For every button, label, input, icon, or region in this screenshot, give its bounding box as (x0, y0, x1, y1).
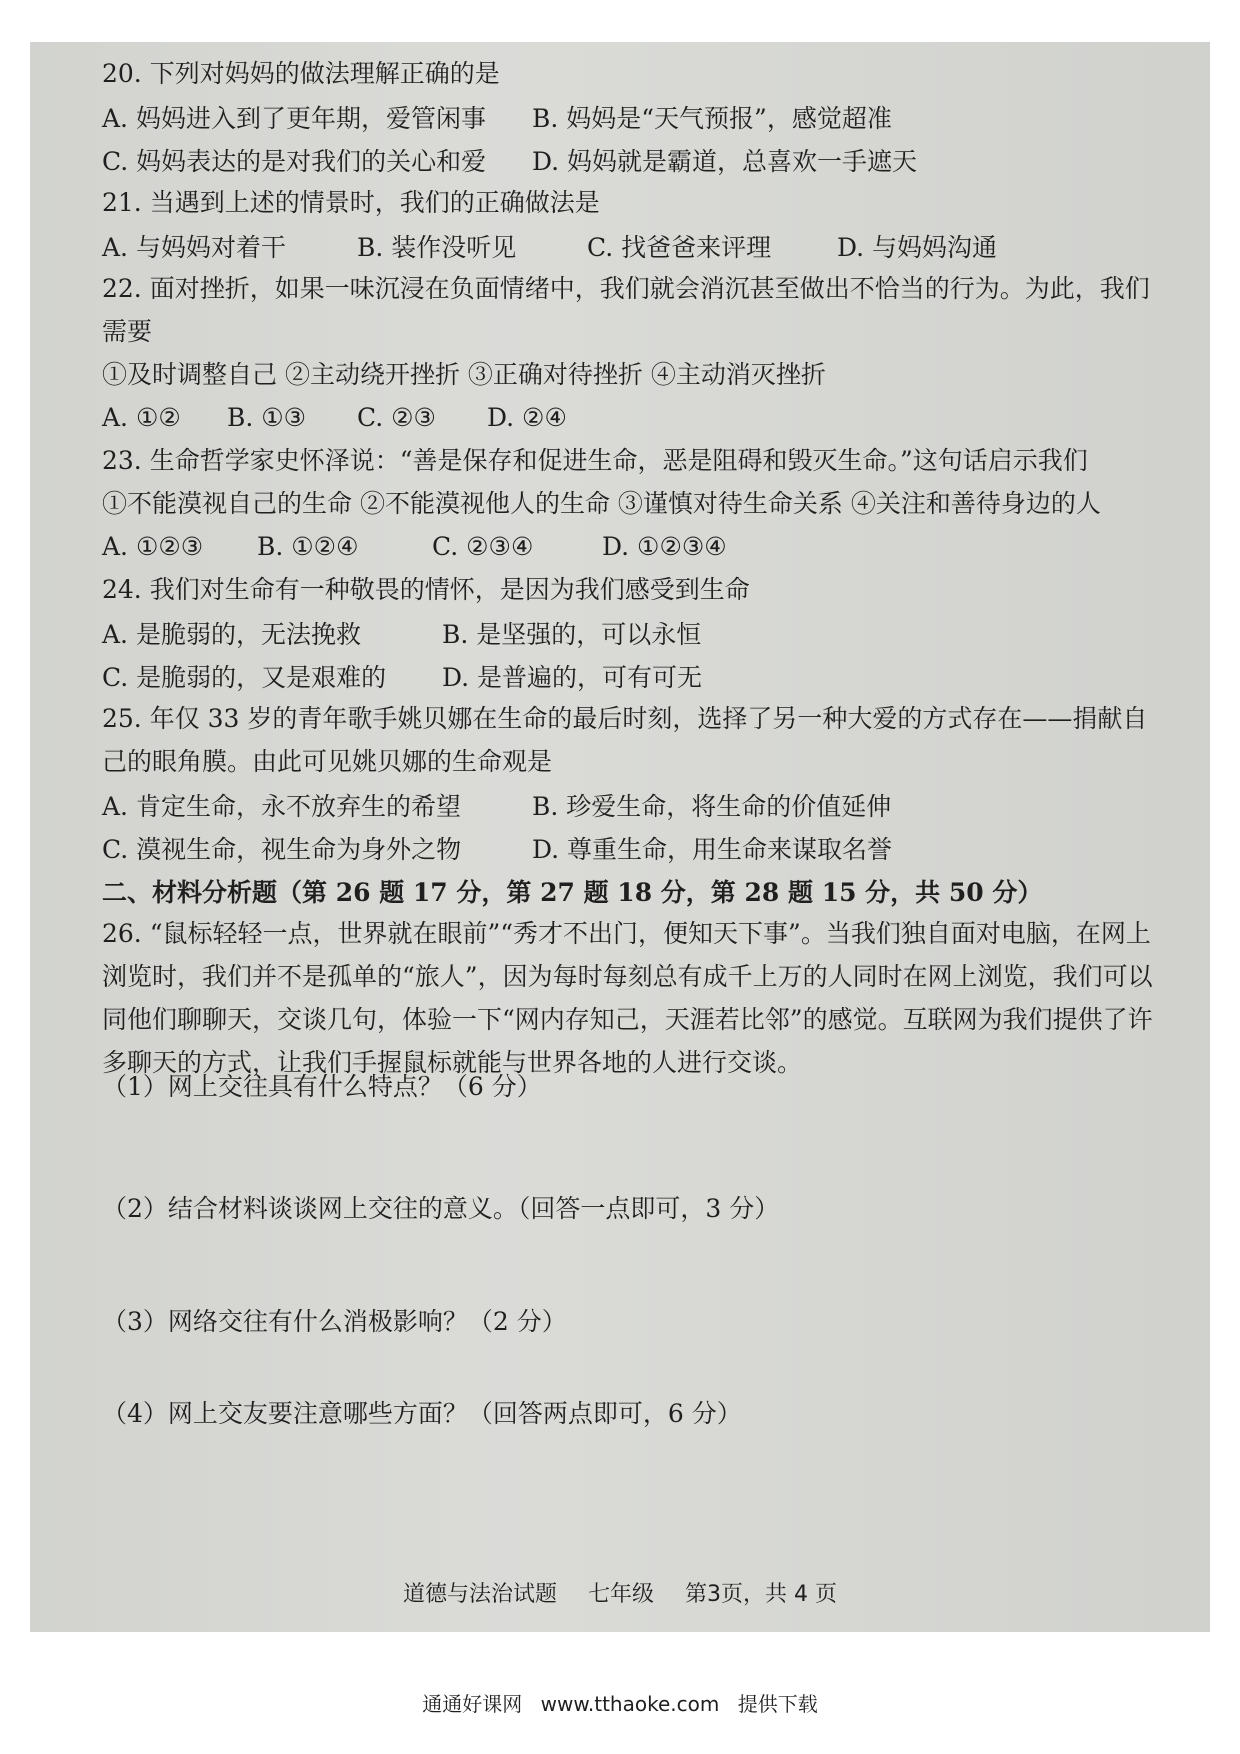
credit-note: 提供下载 (737, 1692, 818, 1716)
q22-option-c: C. ②③ (357, 403, 436, 432)
q20-option-b: B. 妈妈是“天气预报”，感觉超准 (532, 103, 892, 133)
q21-option-c: C. 找爸爸来评理 (587, 232, 772, 262)
q22-option-d: D. ②④ (487, 403, 567, 432)
footer-page-number: 第3页，共 4 页 (685, 1582, 837, 1607)
scanned-exam-page (30, 42, 1210, 1632)
question-24-options-row-2 (102, 654, 1162, 697)
question-25-stem: 25. 年仅 33 岁的青年歌手姚贝娜在生命的最后时刻，选择了另一种大爱的方式存在——捐献自己的眼角膜。由此可见姚贝娜的生命观是 (102, 704, 1148, 776)
q26-sub-1: （1）网上交往具有什么特点？（6 分） (102, 1072, 542, 1101)
question-22-stem: 22. 面对挫折，如果一味沉浸在负面情绪中，我们就会消沉甚至做出不恰当的行为。为此，我们需要 (102, 274, 1150, 346)
q24-option-a: A. 是脆弱的，无法挽救 (102, 619, 361, 649)
q20-option-d: D. 妈妈就是霸道，总喜欢一手遮天 (532, 146, 918, 176)
question-20-stem: 20. 下列对妈妈的做法理解正确的是 (102, 59, 500, 88)
q26-sub-4: （4）网上交友要注意哪些方面？（回答两点即可，6 分） (102, 1399, 742, 1428)
q25-option-b: B. 珍爱生命，将生命的价值延伸 (532, 791, 892, 821)
question-22-items: ①及时调整自己 ②主动绕开挫折 ③正确对待挫折 ④主动消灭挫折 (102, 360, 826, 389)
footer-grade: 七年级 (588, 1582, 655, 1607)
q23-option-a: A. ①②③ (102, 532, 204, 561)
question-23-stem: 23. 生命哲学家史怀泽说：“善是保存和促进生命，恶是阻碍和毁灭生命。”这句话启示我们 (102, 446, 1088, 475)
exam-content (102, 52, 1162, 1084)
credit-site-name: 通通好课网 (422, 1692, 523, 1716)
footer-subject: 道德与法治试题 (402, 1582, 557, 1607)
section-2-heading: 二、材料分析题（第 26 题 17 分，第 27 题 18 分，第 28 题 15 分，共 50 分） (102, 877, 1043, 907)
q20-option-c: C. 妈妈表达的是对我们的关心和爱 (102, 146, 487, 176)
q25-option-a: A. 肯定生命，永不放弃生的希望 (102, 791, 461, 821)
q23-option-d: D. ①②③④ (602, 532, 727, 561)
question-24-options-row-1 (102, 611, 1162, 654)
q21-option-d: D. 与妈妈沟通 (837, 232, 998, 262)
q26-sub-3: （3）网络交往有什么消极影响？（2 分） (102, 1307, 567, 1336)
question-21-options (102, 224, 1162, 267)
question-24-stem: 24. 我们对生命有一种敬畏的情怀，是因为我们感受到生命 (102, 575, 750, 604)
credit-url: www.tthaoke.com (540, 1692, 720, 1716)
page-footer (30, 1577, 1210, 1608)
question-26-material: 26. “鼠标轻轻一点，世界就在眼前”“秀才不出门，便知天下事”。当我们独自面对电脑，在网上浏览时，我们并不是孤单的“旅人”，因为每时每刻总有成千上万的人同时在网上浏览，我们可以同他们聊聊天，交谈几句，体验一下“网内存知己，天涯若比邻”的感觉。互联网为我们提供了许多聊天的方式，让我们手握鼠标就能与世界各地的人进行交谈。 (102, 919, 1153, 1077)
q22-option-b: B. ①③ (227, 403, 307, 432)
question-22-options (102, 396, 1162, 439)
q22-option-a: A. ①② (102, 403, 181, 432)
q26-sub-2: （2）结合材料谈谈网上交往的意义。（回答一点即可，3 分） (102, 1194, 780, 1223)
question-20-options-row-2 (102, 138, 1162, 181)
q25-option-c: C. 漠视生命，视生命为身外之物 (102, 834, 462, 864)
q25-option-d: D. 尊重生命，用生命来谋取名誉 (532, 834, 893, 864)
question-20-options-row-1 (102, 95, 1162, 138)
q24-option-d: D. 是普遍的，可有可无 (442, 662, 703, 692)
q24-option-c: C. 是脆弱的，又是艰难的 (102, 662, 387, 692)
question-23-options (102, 525, 1162, 568)
q20-option-a: A. 妈妈进入到了更年期，爱管闲事 (102, 103, 486, 133)
q23-option-b: B. ①②④ (257, 532, 359, 561)
q21-option-b: B. 装作没听见 (357, 232, 517, 262)
q23-option-c: C. ②③④ (432, 532, 534, 561)
question-25-options-row-1 (102, 783, 1162, 826)
q21-option-a: A. 与妈妈对着干 (102, 232, 286, 262)
question-23-items: ①不能漠视自己的生命 ②不能漠视他人的生命 ③谨慎对待生命关系 ④关注和善待身边的人 (102, 489, 1101, 518)
question-21-stem: 21. 当遇到上述的情景时，我们的正确做法是 (102, 188, 600, 217)
question-25-options-row-2 (102, 826, 1162, 869)
q24-option-b: B. 是坚强的，可以永恒 (442, 619, 702, 649)
download-credit (0, 1688, 1240, 1717)
